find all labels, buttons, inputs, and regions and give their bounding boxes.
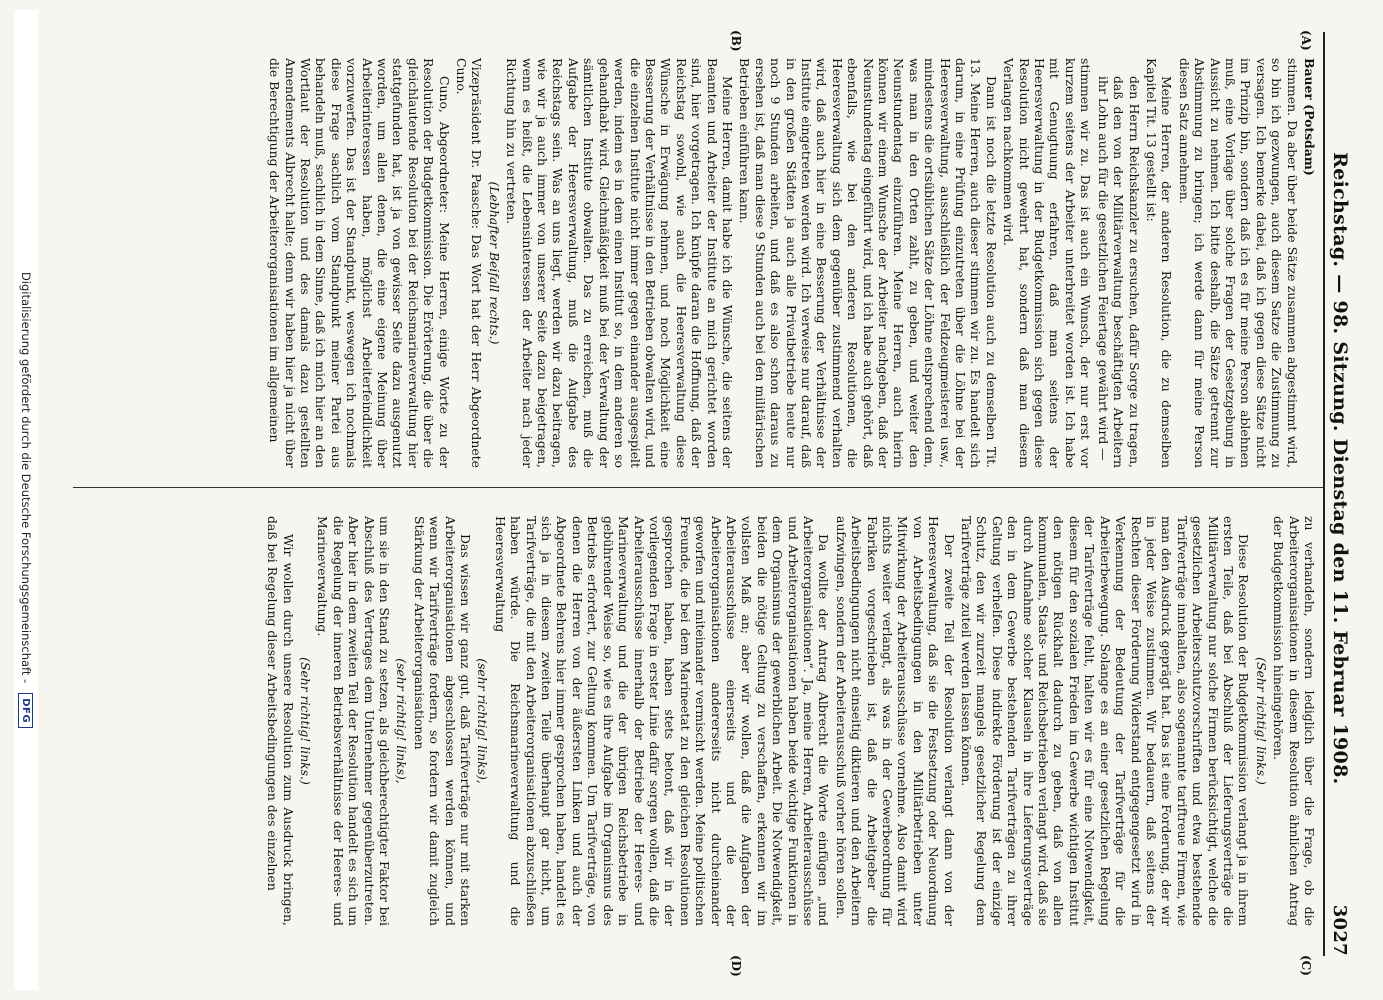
right-remark-2: (sehr richtig! links), [475, 658, 491, 784]
digitization-footer [14, 10, 38, 990]
right-paragraph-3: Der zweite Teil der Resolution verlangt dann von der Heeresverwaltung, daß sie die Festsetzung oder Neuordnung von Arbeitsbedingungen in den Militärbetrieben unter Mitwirkung der Arbeiterausschüsse vornehme. Also damit wird nichts weiter verlangt, als was in der Gewerbeordnung für Fabriken vorgeschrieben ist, daß die Arbeitgeber die Arbeitsbedingungen nicht einseitig diktieren und den Arbeitern aufzwingen, sondern der Arbeiterausschuß vorher hören sollen. [833, 516, 957, 926]
page-header [1329, 32, 1365, 956]
speaker-lead: Bauer (Potsdam) [1302, 58, 1317, 176]
left-paragraph-2: Meine Herren, der anderen Resolution, die zu demselben Kapitel Tit. 13 gestellt ist: [1143, 58, 1175, 468]
right-paragraph-2: Diese Resolution der Budgetkommission verlangt ja in ihrem ersten Teile, daß bei Abschluß der Lieferungsverträge die Militärverwaltung nur solche Firmen berücksichtigt, welche die gesetzlichen Arbeiterschutzvorschriften und etwa bestehende Tarifverträge innehalten, also sogenannte tariftreue Firmen, wie man den Ausdruck geprägt hat. Das ist eine Forderung, der wir in jeder Weise zustimmen. Wir bedauern, daß seitens der Rechten dieser Forderung Widerstand entgegengesetzt wird in Verkennung der Bedeutung der Tarifverträge für die Arbeiterbewegung. Solange es an einer gesetzlichen Regelung der Tarifverträge fehlt, halten wir es für eine Notwendigkeit, diesem für den sozialen Frieden im Gewerbe wichtigen Institut den nötigen Rückhalt dadurch zu geben, daß von allen kommunalen, Staats- und Reichsbetrieben verlangt wird, daß sie durch Aufnahme solcher Klauseln in ihre Lieferungsverträge den in dem Gewerbe bestehenden Tarifverträgen zu ihrer Geltung verhelfen. Diese indirekte Förderung ist der einzige Schutz, den wir zurzeit mangels gesetzlicher Regelung dem Tarifverträge zuteil werden lassen können. [959, 516, 1252, 926]
left-column [77, 58, 1317, 468]
left-quote: den Herrn Reichskanzler zu ersuchen, dafür Sorge zu tragen, daß den von der Militärverwaltung beschäftigten Arbeitern ihr Lohn auch für die gesetzlichen Feiertage gewährt wird — [1095, 76, 1142, 468]
president-statement: Vizepräsident Dr. Paasche: Das Wort hat der Herr Abgeordnete Cuno. [454, 58, 485, 468]
right-paragraph-1: zu verhandeln, sondern lediglich über die Frage, ob die Arbeiterorganisationen in diesem Resolution ähnlichen Antrag der Budgetkommission hineingehören. [1271, 516, 1317, 926]
right-paragraph-4: Da wollte der Antrag Albrecht die Worte einfügen „und Arbeiterorganisationen“. Ja, meine Herren, Arbeiterausschüsse und Arbeiterorganisationen haben beide wichtige Funktionen in dem Organismus der gewerblichen Arbeit. Die Notwendigkeit, beiden die nötige Geltung zu verschaffen, erkennen wir im vollsten Maß an; aber wir wollen, daß die Aufgaben der Arbeiterausschüsse einerseits und die der Arbeiterorganisationen andererseits nicht durcheinander geworfen und miteinander vermischt werden. Meine politischen Freunde, die bei dem Marineetat zu den gleichen Resolutionen gesprochen haben, haben stets betont, daß wir in der vorliegenden Frage in erster Linie dafür sorgen wollen, daß die Arbeiterausschüsse innerhalb der Betriebe der Heeres- und Marineverwaltung und die der übrigen Reichsbetriebe in gebührender Weise so, wie es ihre Aufgabe im Organismus des Betriebs erfordert, zur Geltung kommen. Um Tarifverträge, von denen die Herren von der äußersten Linken und auch der Abgeordnete Behrens hier immer gesprochen haben, handelt es sich ja in diesem zweiten Teile überhaupt gar nicht, um Tarifverträge, die mit den Arbeiterorganisationen abzuschließen haben würde. Die Reichsmarineverwaltung und die Heeresverwaltung [492, 516, 832, 926]
dfg-logo: DFG [19, 693, 34, 728]
left-paragraph-5: Meine Herren, damit habe ich die Wünsche, die seitens der Beamten und Arbeiter der Institute an mich gerichtet worden sind, hier vorgetragen. Ich knüpfe daran die Hoffnung, daß der Reichstag sowohl, wie auch die Heeresverwaltung diese Wünsche in Erwägung nehmen, und noch Möglichkeit eine Besserung der Verhältnisse in den Betrieben obwalten wird, und die einzelnen Institute nicht immer gegen einander ausgespielt werden, indem es in dem einen Institut so, in dem anderen so gehandhabt wird. Gleichmäßigkeit muß bei der Verwaltung der sämtlichen Institute obwalten. Das zu erreichen, muß die Aufgabe der Heeresverwaltung, muß die Aufgabe des Reichstags sein. Was an uns liegt, werden wir dazu beitragen, wie wir ja auch immer von unserer Seite dazu beigetragen, wenn es heißt, die Lebensinteressen der Arbeiter nach jeder Richtung hin zu vertreten. [504, 58, 735, 468]
right-paragraph-7: Wir wollen durch unsere Resolution zum Ausdruck bringen, daß bei Regelung dieser Arbeitsbedingungen des einzelnen [265, 516, 296, 926]
right-remark-3: (sehr richtig! links), [394, 658, 410, 784]
right-remark-4: (Sehr richtig! links.) [298, 657, 313, 785]
header-rule [1323, 32, 1325, 956]
left-paragraph-6: Cuno, Abgeordneter: Meine Herren, einige Worte zu der Resolution der Budgetkommission. Die Erörterung, die über die gleichlautende Resolution bei der Reichsmarineverwaltung hier stattgefunden hat, ist ja von gewisser Seite dazu ausgenutzt worden, um allen denen, die eine eigene Meinung über Arbeiterinteressen haben, möglichst Arbeiterfeindlichkeit vorzuwerfen. Das ist der Standpunkt, weswegen ich nochmals diese Frage sachlich vom Standpunkt meiner Partei aus behandeln muß, sachlich in dem Sinne, daß ich mich hier an den Wortlaut der Resolution und des damals dazu gestellten Amendements Albrecht halte; denn wir haben hier ja nicht über die Berechtigung der Arbeiterorganisationen im allgemeinen [267, 58, 452, 468]
left-paragraph-4: Dann ist noch die letzte Resolution auch zu demselben Tit. 13. Meine Herren, auch dieser stimmen wir zu. Es handelt sich darum, in eine Prüfung einzutreten über die Löhne bei der Heeresverwaltung, ausschließlich der Feldzeugmeisterei usw., mindestens die ortsüblichen Sätze der Löhne entsprechend dem, was man in den Orten zahlt, zu geben, und weiter den Neunstundentag einzuführen. Meine Herren, auch hierin können wir einem Wunsche der Arbeiter nachgeben, daß der Neunstundentag eingeführt wird, und ich habe auch gehört, daß ebenfalls, wie bei den anderen Resolutionen, die Heeresverwaltung sich dem gegenüber zustimmend verhalten wird, daß auch hier in eine Besserung der Verhältnisse der Institute eingetreten werden wird. Ich verweise nur darauf, daß in den großen Städten ja auch alle Privatbetriebe heute nur noch 9 Stunden arbeiten, und daß es also schon daraus zu ersehen ist, daß man diese 9 Stunden auch bei den militärischen Betrieben einführen kann. [737, 58, 999, 468]
left-remark-1: (Lebhafter Beifall rechts.) [486, 181, 502, 345]
right-remark-1: (Sehr richtig! links.) [1253, 657, 1269, 785]
margin-mark-a: (A) [1299, 30, 1313, 51]
right-paragraph-5: Das wissen wir ganz gut, daß Tarifverträge nur mit starken Arbeiterorganisationen abgeschlossen werden können, und wenn wir Tarifverträge fordern, so fordern wir damit zugleich Stärkung der Arbeiterorganisationen [411, 516, 474, 926]
page-number: 3027 [1329, 904, 1350, 956]
margin-mark-c: (C) [1299, 955, 1313, 976]
margin-mark-d: (D) [729, 955, 743, 977]
margin-mark-b: (B) [729, 30, 743, 52]
column-divider [73, 487, 1323, 488]
page-header-title: Reichstag. — 98. Sitzung. Dienstag den 11. Februar 1908. [1329, 152, 1351, 785]
left-paragraph-1: stimmen. Da aber über beide Sätze zusammen abgestimmt wird, so bin ich gezwungen, auch diesem Satze die Zustimmung zu versagen. Ich bemerke dabei, daß ich gegen diese Sätze nicht im Prinzip bin, sondern daß ich es für meine Person ablehnen muß, eine Vorlage über solche Fragen der Gesetzgebung in Aussicht zu nehmen. Ich bitte deshalb, die Sätze getrennt zur Abstimmung zu bringen; ich werde dann für meine Person diesen Satz annehmen. [1176, 58, 1300, 468]
right-paragraph-6: um sie in den Stand zu setzen, als gleichberechtigter Faktor bei Abschluß des Vertrages dem Unternehmer gegenüberzutreten. Aber hier in dem zweiten Teil der Resolution handelt es sich um die Regelung der inneren Betriebsverhältnisse der Heeres- und Marineverwaltung. [315, 516, 393, 926]
left-paragraph-3: stimmen wir zu. Das ist auch ein Wunsch, der nur erst vor kurzem seitens der Arbeiter unterbreitet worden ist. Ich habe mit Genugtuung erfahren, daß man seitens der Heeresverwaltung in der Budgetkommission sich gegen diese Resolution nicht gewehrt hat, sondern daß man diesem Verlangen nachkommen wird. [1001, 58, 1094, 468]
right-column [77, 516, 1317, 926]
footer-text: Digitalisierung gefördert durch die Deutsche Forschungsgemeinschaft - [19, 271, 33, 684]
